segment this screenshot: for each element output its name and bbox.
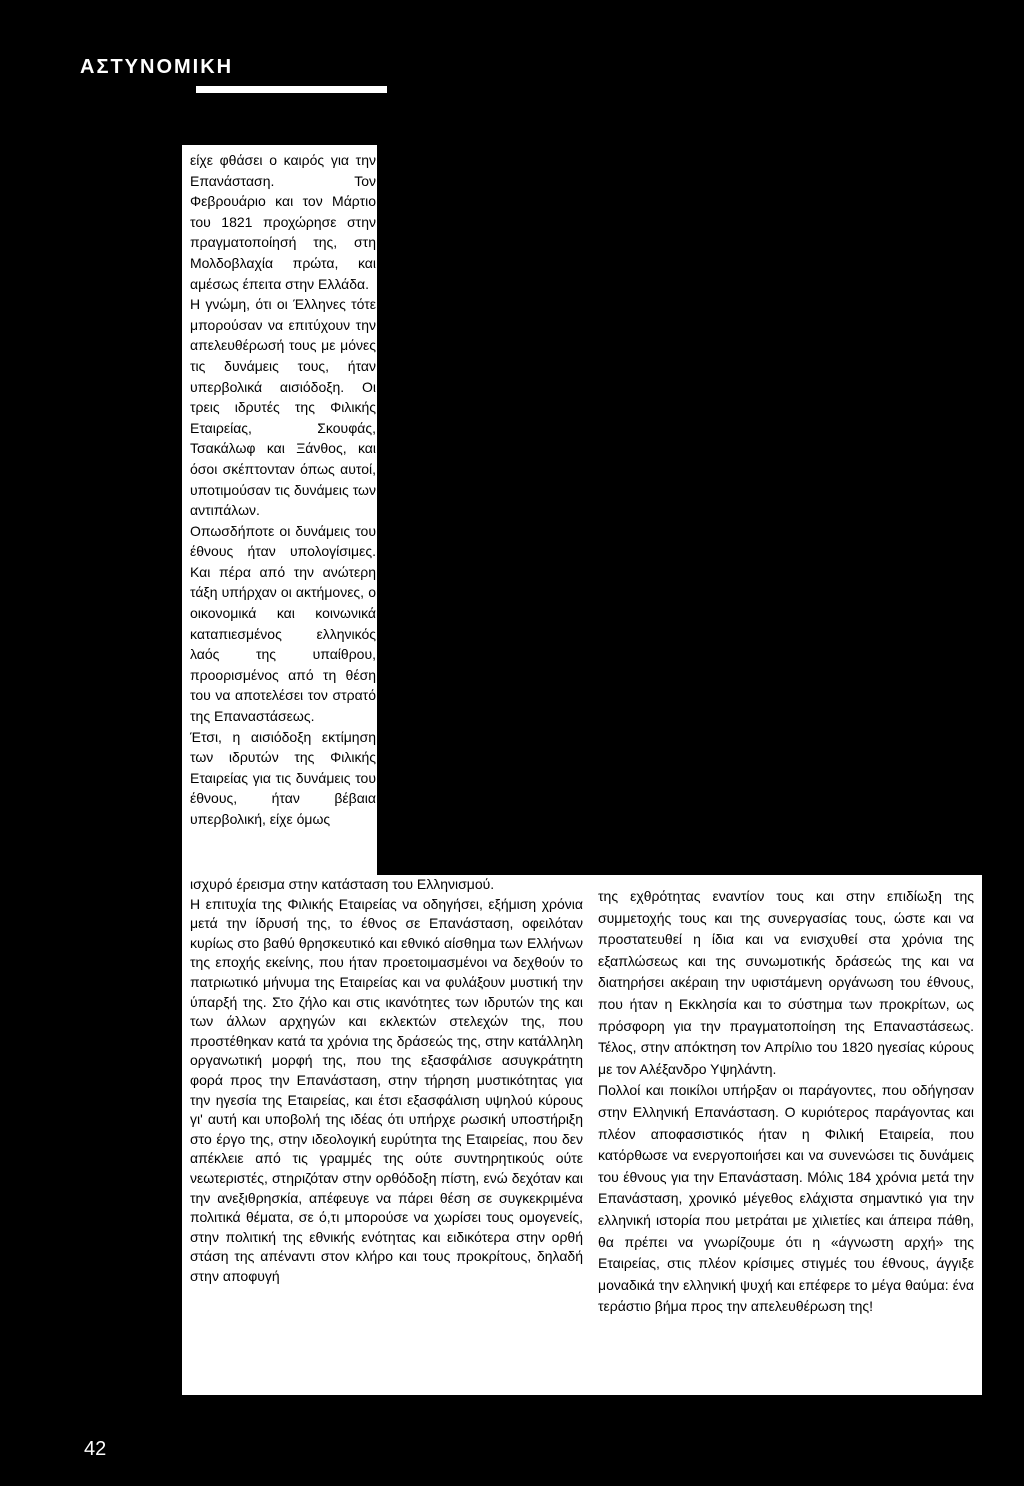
article-column-left <box>190 150 376 830</box>
paragraph: Πολλοί και ποικίλοι υπήρξαν οι παράγοντες, που οδήγησαν στην Ελληνική Επανάσταση. Ο κυριότερος παράγοντας και πλέον αποφασιστικός ήταν η Φιλική Εταιρεία, που κατόρθωσε να ενεργοποιήσει και να συνενώσει τις δυνάμεις του έθνους για την Επανάσταση. Μόλις 184 χρόνια μετά την Επανάσταση, χρονικό μέγεθος ελάχιστα σημαντικό για την ελληνική ιστορία που μετράται με χιλιετίες και άπειρα πάθη, θα πρέπει να γνωρίζουμε ότι η «άγνωστη αρχή» της Εταιρείας, στις πλέον κρίσιμες στιγμές του έθνους, άγγιξε μοναδικά την ελληνική ψυχή και επέφερε το μέγα θαύμα: ένα τεράστιο βήμα προς την απελευθέρωση της! <box>598 1082 974 1315</box>
paragraph: Οπωσδήποτε οι δυνάμεις του έθνους ήταν υπολογίσιμες. Και πέρα από την ανώτερη τάξη υπήρχαν οι ακτήμονες, ο οικονομικά και κοινωνικά καταπιεσμένος ελληνικός λαός της υπαίθρου, προορισμένος από τη θέση του να αποτελέσει τον στρατό της Επαναστάσεως. <box>190 522 376 725</box>
editor-credit: Επιμέλεια: Ανθ/μος Κ. Καίρος <box>980 1216 995 1398</box>
section-label: ΑΣΤΥΝΟΜΙΚΗ <box>80 56 234 78</box>
paragraph: της εχθρότητας εναντίον τους και στην επιδίωξη της συμμετοχής τους και της συνεργασίας τους, ώστε και να προστατευθεί η ίδια και να ενισχυθεί στα χρόνια της εξαπλώσεως και της συνωμοτικής δράσεώς της και να διατηρήσει ακέραιη την υφιστάμενη οργάνωση του έθνους, που ήταν η Εκκλησία και το σύστημα των προκρίτων, ως πρόσφορη για την πραγματοποίηση της Επαναστάσεως. Τέλος, στην απόκτηση τον Απρίλιο του 1820 ηγεσίας κύρους με τον Αλέξανδρο Υψηλάντη. <box>598 888 974 1077</box>
header-rule <box>196 86 387 93</box>
paragraph: Η επιτυχία της Φιλικής Εταιρείας να οδηγήσει, εξήμιση χρόνια μετά την ίδρυσή της, το έθνος σε Επανάσταση, οφειλόταν κυρίως στο βαθύ θρησκευτικό και εθνικό αίσθημα των Ελλήνων της εποχής εκείνης, που ήταν προετοιμασμένοι να δεχθούν το πατριωτικό μήνυμα της Εταιρείας και να φυλάξουν μυστική την ύπαρξή της. Στο ζήλο και στις ικανότητες των ιδρυτών της και των άλλων αρχηγών και εκλεκτών στελεχών της, που προστέθηκαν κατά τα χρόνια της δράσεώς της, στην κατάλληλη οργανωτική μορφή της, που της εξασφάλισε ασυγκράτητη φορά προς την Επανάσταση, στην τήρηση μυστικότητας για την ηγεσία της Εταιρείας, και έτσι εξασφάλιση υψηλού κύρους γι' αυτή και υποβολή της ιδέας ότι υπήρχε ρωσική υποστήριξη στο έργο της, στην ιδεολογική ευρύτητα της Εταιρείας, που δεν απέκλειε από τις γραμμές της ούτε συντηρητικούς ούτε νεωτεριστές, στηριζόταν στην ορθόδοξη πίστη, ενώ δεχόταν και την ανεξιθρησκία, απέφευγε να πάρει θέση σε συγκεκριμένα πολιτικά θέματα, σε ό,τι μπορούσε να χωρίσει τους ομογενείς, στην πολιτική της εθνικής ενότητας και ειδικότερα στην ορθή στάση της απέναντι στον κλήρο και τους προκρίτους, δηλαδή στην αποφυγή <box>190 895 583 1284</box>
page-number: 42 <box>84 1438 107 1460</box>
paragraph: ισχυρό έρεισμα στην κατάσταση του Ελληνισμού. <box>190 876 495 892</box>
paragraph: Η γνώμη, ότι οι Έλληνες τότε μπορούσαν να επιτύχουν την απελευθέρωσή τους με μόνες τις δυνάμεις τους, ήταν υπερβολικά αισιόδοξη. Οι τρεις ιδρυτές της Φιλικής Εταιρείας, Σκουφάς, Τσακάλωφ και Ξάνθος, και όσοι σκέπτονταν όπως αυτοί, υποτιμούσαν τις δυνάμεις των αντιπάλων. <box>190 296 376 519</box>
article-column-middle <box>190 875 583 1286</box>
paragraph: Έτσι, η αισιόδοξη εκτίμηση των ιδρυτών της Φιλικής Εταιρείας για τις δυνάμεις του έθνους, ήταν βέβαια υπερβολική, είχε όμως <box>190 728 376 827</box>
article-column-right <box>598 886 974 1318</box>
paragraph: είχε φθάσει ο καιρός για την Επανάσταση. Τον Φεβρουάριο και τον Μάρτιο του 1821 προχώρησε στην πραγματοποίησή της, στη Μολδοβλαχία πρώτα, και αμέσως έπειτα στην Ελλάδα. <box>190 152 376 292</box>
